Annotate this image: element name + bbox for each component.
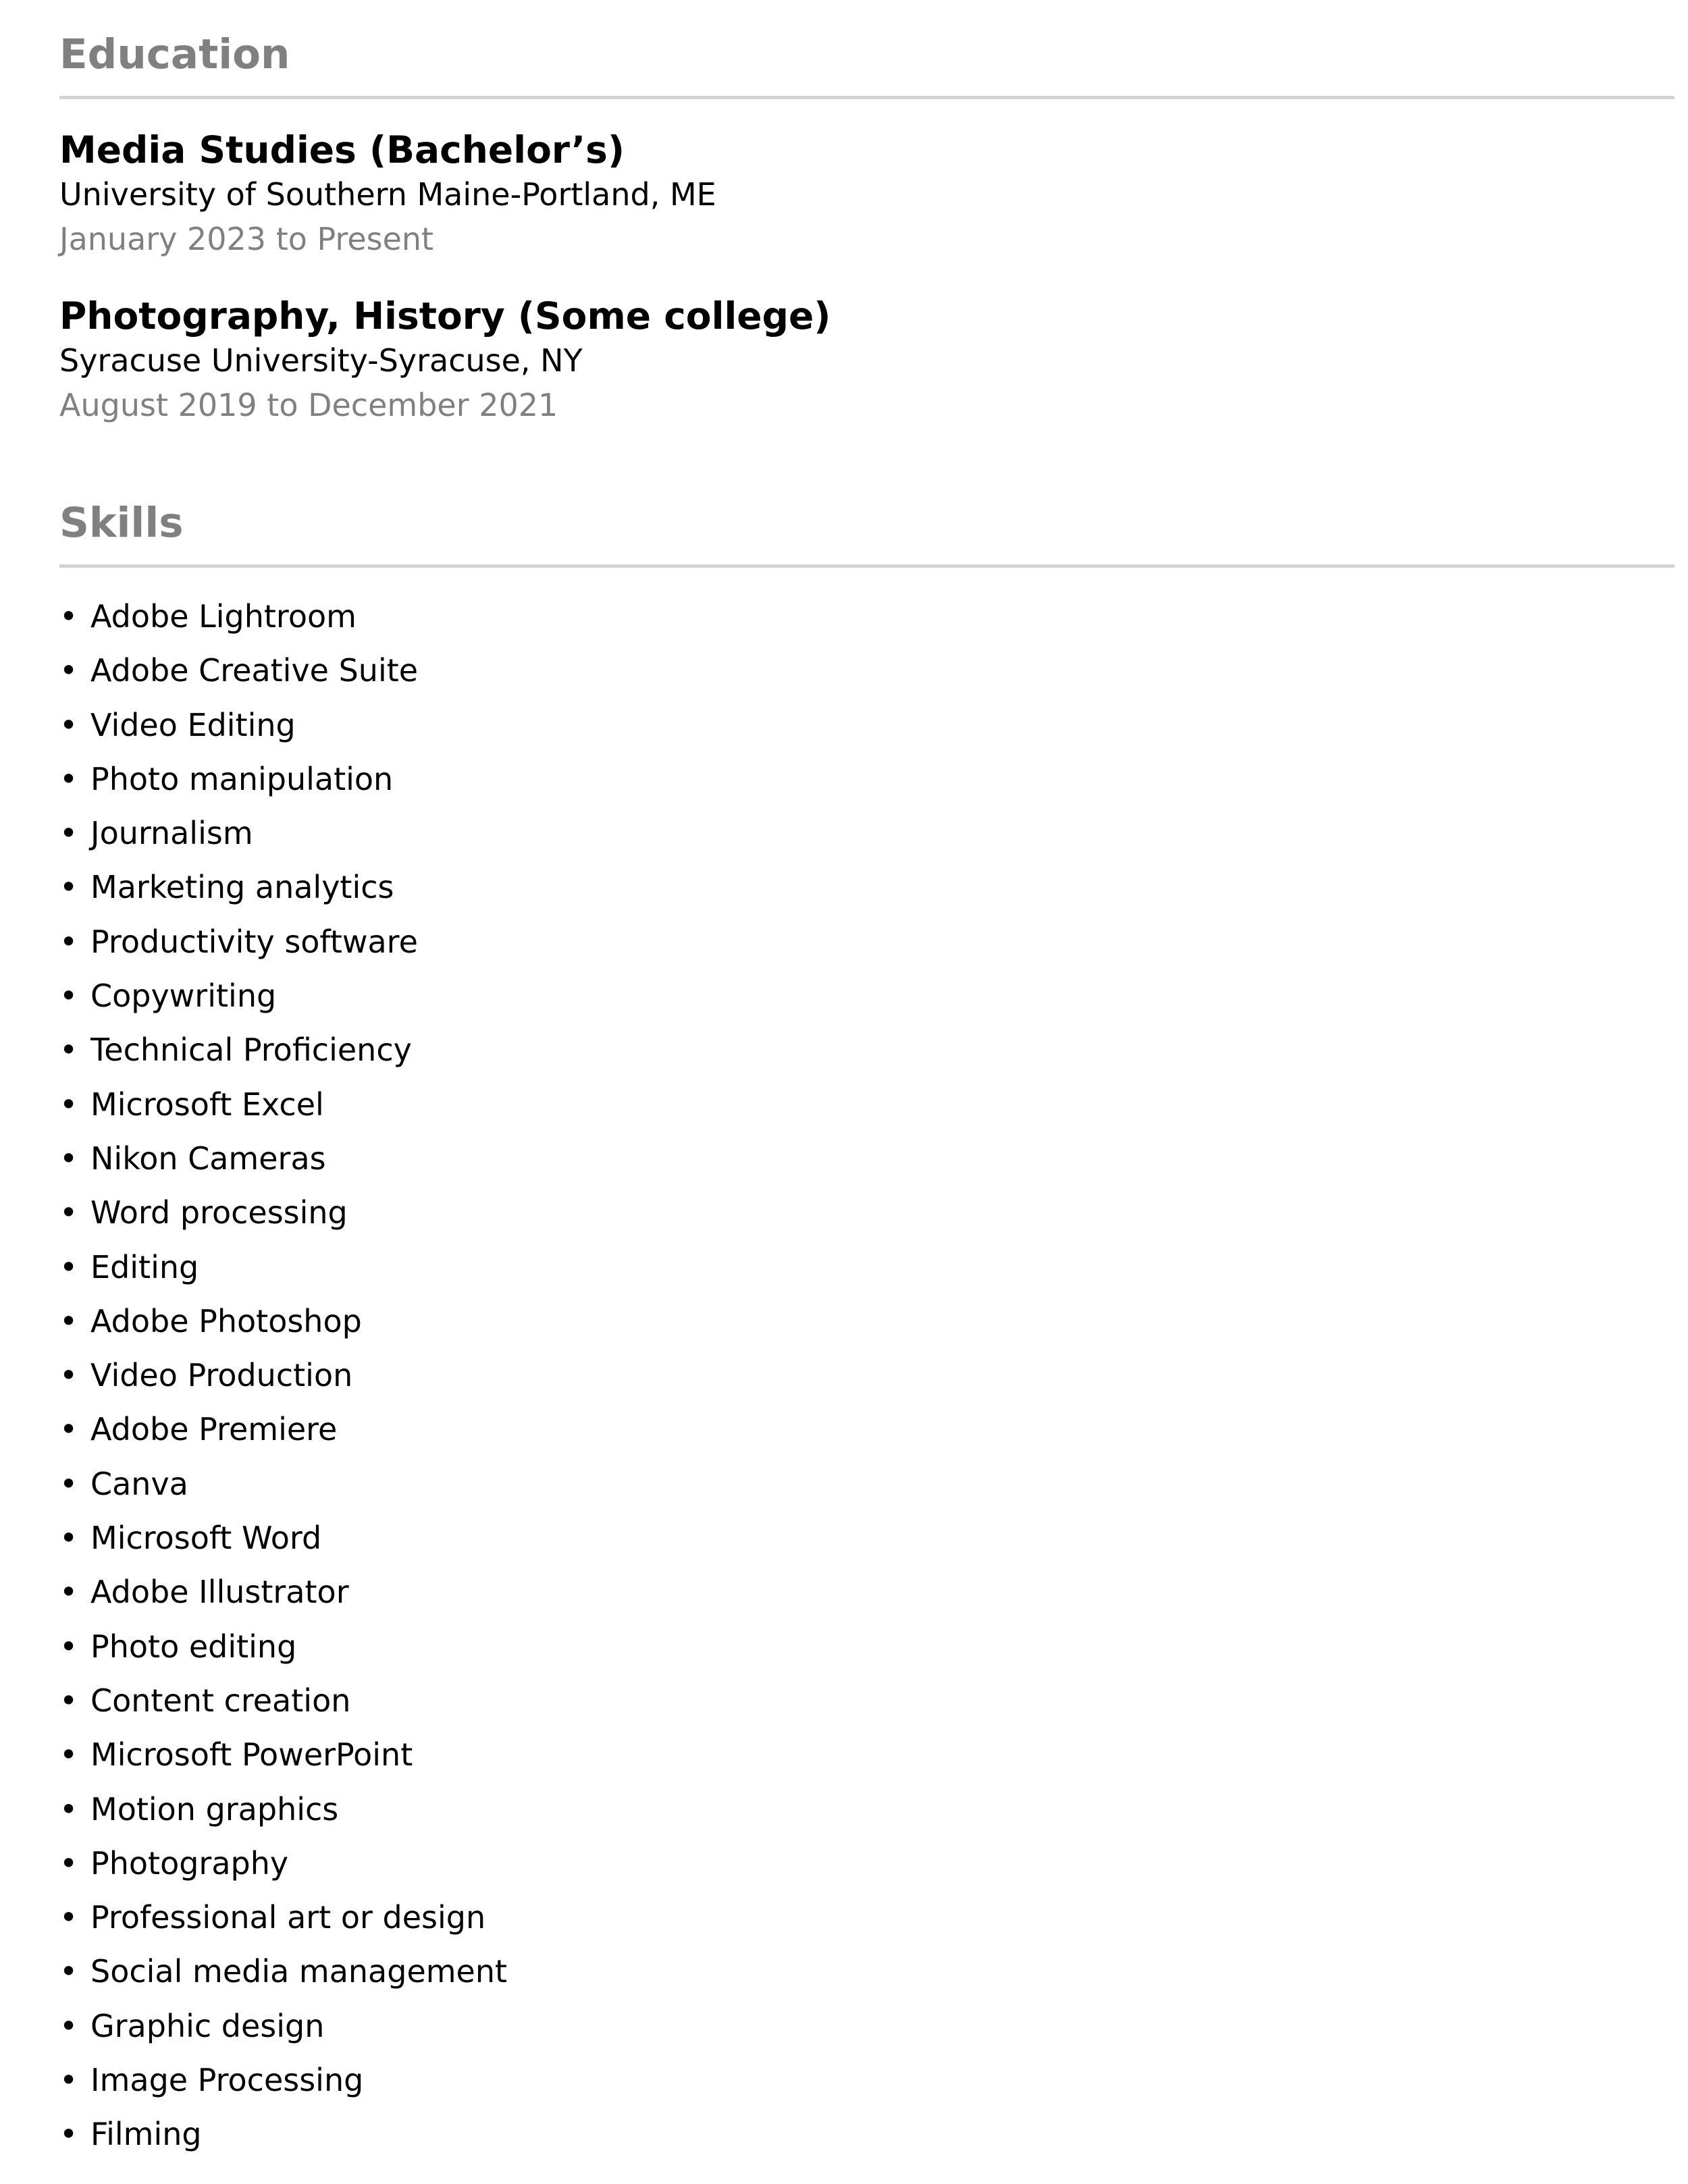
bullet-icon: • xyxy=(59,1899,78,1936)
skill-item xyxy=(59,1620,507,1674)
bullet-icon: • xyxy=(59,923,78,960)
skill-item xyxy=(59,1674,507,1728)
skill-item xyxy=(59,2107,507,2161)
skill-item xyxy=(59,1944,507,1998)
bullet-icon: • xyxy=(59,2062,78,2099)
skill-label: Editing xyxy=(90,1248,199,1285)
bullet-icon: • xyxy=(59,760,78,797)
skill-label: Filming xyxy=(90,2116,202,2153)
bullet-icon: • xyxy=(59,1520,78,1557)
skill-item xyxy=(59,1890,507,1944)
skill-item xyxy=(59,1457,507,1511)
bullet-icon: • xyxy=(59,1248,78,1285)
skill-item xyxy=(59,643,507,697)
skill-item xyxy=(59,1186,507,1240)
bullet-icon: • xyxy=(59,869,78,906)
education-divider xyxy=(59,96,1674,99)
bullet-icon: • xyxy=(59,815,78,852)
skill-item xyxy=(59,1131,507,1186)
education-heading: Education xyxy=(59,30,290,78)
skill-label: Content creation xyxy=(90,1682,351,1719)
skill-item xyxy=(59,1023,507,1077)
bullet-icon: • xyxy=(59,1032,78,1069)
education-dates: January 2023 to Present xyxy=(59,221,434,257)
skill-label: Copywriting xyxy=(90,978,277,1015)
bullet-icon: • xyxy=(59,1682,78,1719)
skill-label: Productivity software xyxy=(90,923,418,960)
skill-item xyxy=(59,1240,507,1294)
skill-label: Photo manipulation xyxy=(90,760,394,797)
bullet-icon: • xyxy=(59,1953,78,1990)
skill-label: Image Processing xyxy=(90,2062,364,2099)
bullet-icon: • xyxy=(59,706,78,743)
bullet-icon: • xyxy=(59,598,78,635)
skill-item xyxy=(59,1999,507,2053)
skill-label: Social media management xyxy=(90,1953,508,1990)
education-dates: August 2019 to December 2021 xyxy=(59,387,558,423)
skill-label: Nikon Cameras xyxy=(90,1140,326,1177)
skill-label: Adobe Premiere xyxy=(90,1411,338,1448)
skill-item xyxy=(59,806,507,860)
skill-item xyxy=(59,1294,507,1348)
skill-item xyxy=(59,698,507,752)
bullet-icon: • xyxy=(59,2007,78,2044)
skill-label: Adobe Illustrator xyxy=(90,1574,349,1611)
skill-label: Word processing xyxy=(90,1194,348,1231)
skill-label: Adobe Photoshop xyxy=(90,1302,362,1339)
bullet-icon: • xyxy=(59,1194,78,1231)
skill-label: Video Editing xyxy=(90,706,296,743)
bullet-icon: • xyxy=(59,1411,78,1448)
skill-item xyxy=(59,1348,507,1402)
skill-label: Marketing analytics xyxy=(90,869,394,906)
bullet-icon: • xyxy=(59,1736,78,1774)
skill-label: Photo editing xyxy=(90,1628,297,1665)
skills-list xyxy=(59,589,507,2162)
bullet-icon: • xyxy=(59,1140,78,1177)
bullet-icon: • xyxy=(59,1790,78,1828)
skill-item xyxy=(59,1836,507,1890)
degree-title: Photography, History (Some college) xyxy=(59,294,831,338)
skill-label: Microsoft PowerPoint xyxy=(90,1736,413,1774)
skill-label: Canva xyxy=(90,1465,188,1502)
school-name: Syracuse University-Syracuse, NY xyxy=(59,342,583,379)
skills-heading: Skills xyxy=(59,499,184,547)
skill-item xyxy=(59,1511,507,1565)
bullet-icon: • xyxy=(59,1574,78,1611)
skill-item xyxy=(59,589,507,643)
skill-label: Adobe Creative Suite xyxy=(90,652,419,689)
bullet-icon: • xyxy=(59,1302,78,1339)
skill-label: Photography xyxy=(90,1844,289,1882)
bullet-icon: • xyxy=(59,1465,78,1502)
skill-item xyxy=(59,1728,507,1782)
skill-item xyxy=(59,752,507,806)
bullet-icon: • xyxy=(59,652,78,689)
skill-label: Video Production xyxy=(90,1357,353,1394)
bullet-icon: • xyxy=(59,1357,78,1394)
skill-label: Journalism xyxy=(90,815,253,852)
skill-label: Motion graphics xyxy=(90,1790,339,1828)
school-name: University of Southern Maine-Portland, ME xyxy=(59,176,716,213)
skill-label: Microsoft Word xyxy=(90,1520,322,1557)
education-entry xyxy=(59,294,1674,427)
skill-item xyxy=(59,1565,507,1619)
skills-divider xyxy=(59,564,1674,568)
bullet-icon: • xyxy=(59,2116,78,2153)
skill-item xyxy=(59,860,507,914)
skill-label: Technical Proficiency xyxy=(90,1032,412,1069)
skill-item xyxy=(59,1077,507,1131)
bullet-icon: • xyxy=(59,1844,78,1882)
bullet-icon: • xyxy=(59,1628,78,1665)
degree-title: Media Studies (Bachelor’s) xyxy=(59,128,625,171)
bullet-icon: • xyxy=(59,978,78,1015)
skill-label: Graphic design xyxy=(90,2007,325,2044)
skill-item xyxy=(59,915,507,969)
skill-item xyxy=(59,969,507,1023)
skill-item xyxy=(59,1782,507,1836)
skill-label: Adobe Lightroom xyxy=(90,598,357,635)
skill-item xyxy=(59,2053,507,2107)
bullet-icon: • xyxy=(59,1086,78,1123)
skill-item xyxy=(59,1402,507,1456)
education-entry xyxy=(59,128,1674,261)
skill-label: Professional art or design xyxy=(90,1899,486,1936)
skill-label: Microsoft Excel xyxy=(90,1086,324,1123)
